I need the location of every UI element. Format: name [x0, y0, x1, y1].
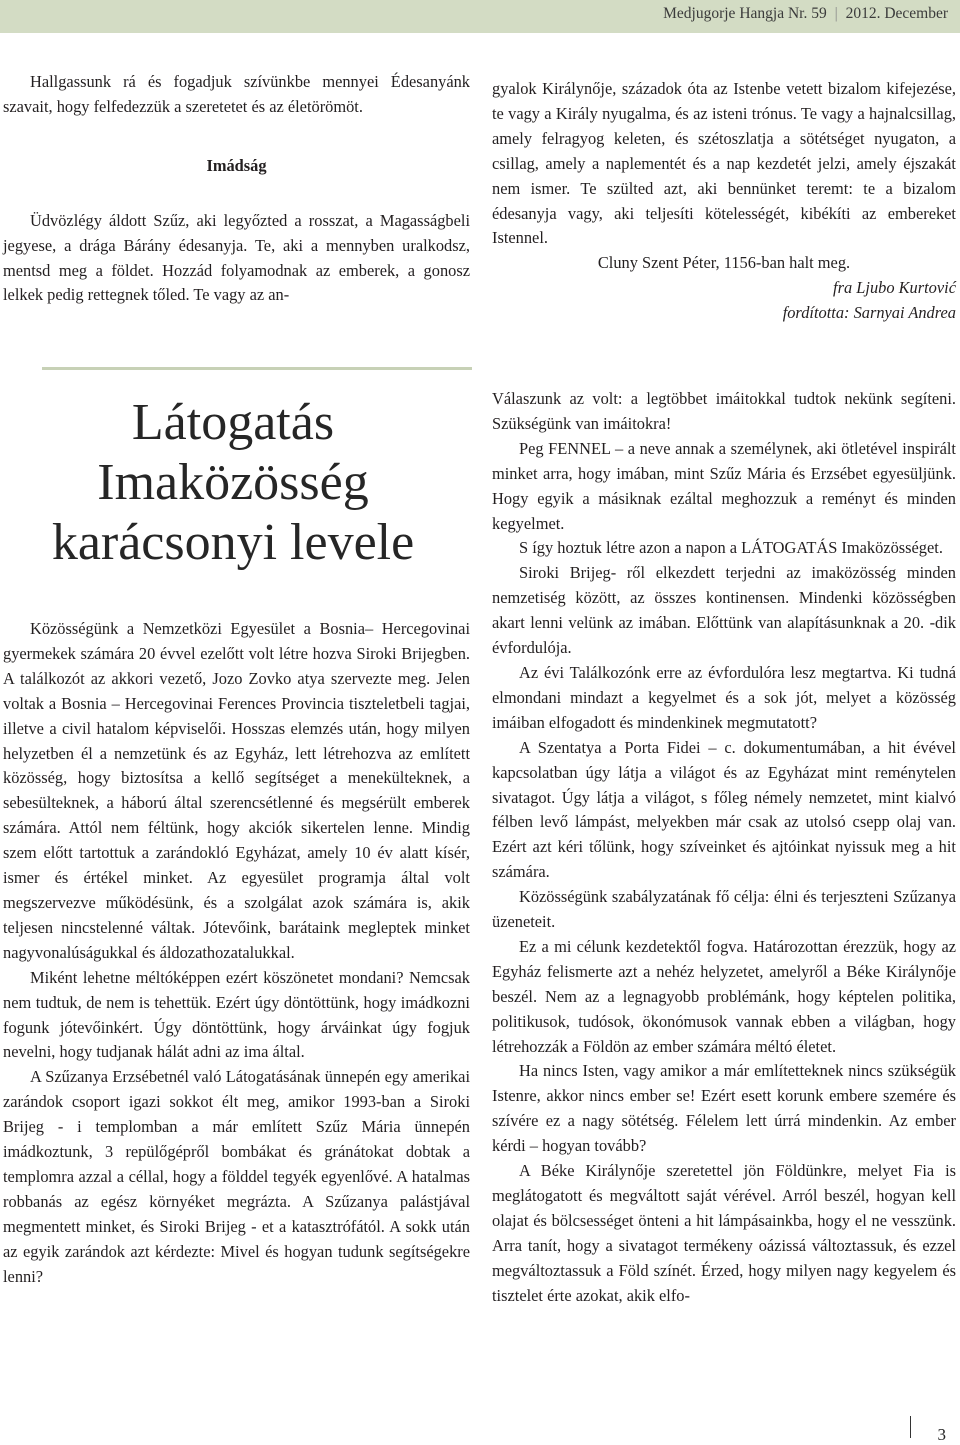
article-title	[18, 393, 448, 573]
intro-paragraph: Hallgassunk rá és fogadjuk szívünkbe mennyei Édesanyánk szavait, hogy felfedezzük a szeretetet és az életörömöt.	[3, 72, 470, 116]
article-right-column	[492, 387, 956, 1309]
article-paragraph: Közösségünk szabályzatának fő célja: élni és terjeszteni Szűzanya üzeneteit.	[492, 887, 956, 932]
title-line-3: karácsonyi levele	[51, 514, 415, 571]
issue-number: Nr. 59	[787, 5, 827, 22]
top-left-column	[3, 70, 470, 308]
article-paragraph: A Szentatya a Porta Fidei – c. dokumentumában, a hit évével kapcsolatban úgy látja a világot és az Egyházat mint reménytelen sivatagot. Úgy látja a világot, s főleg némely nemzetet, mint kialvó félben levő lámpást, melyekben már csak az utolsó csepp olaj van. Ezért azt kéri tőlünk, hogy szíveinket és ajtóinkat nyissuk meg a hit számára.	[492, 737, 956, 882]
section-divider	[42, 367, 472, 370]
prayer-continued: gyalok Királynője, századok óta az Istenbe vetett bizalom kifejezése, te vagy a Király nyugalma, és az isteni trónus. Te vagy a hajnalcsillag, amely felragyog keleten, és szétoszlatja a sötétséget nyugaton, a csillag, amely a naplementét és a nap kezdetét jelzi, amely éjszakát nem ismer. Te szülted azt, aki bennünket teremt: te a bizalom édesanyja vagy, aki teljesíti kötelességét, kibékíti az embereket Istennel.	[492, 79, 956, 248]
article-left-column	[3, 617, 470, 1289]
running-header	[663, 5, 948, 23]
article-paragraph: Miként lehetne méltóképpen ezért köszönetet mondani? Nemcsak nem tudtuk, de nem is tehettük. Ezért úgy döntöttünk, hogy imádkozni fogunk jótevőinkért. Úgy döntöttünk, hogy árváinkat úgy fogjuk nevelni, hogy tudjanak hálát adni az ima által.	[3, 967, 470, 1062]
article-paragraph: Válaszunk az volt: a legtöbbet imáitokkal tudtok nekünk segíteni. Szükségünk van imáitokra!	[492, 389, 956, 433]
title-line-2: Imaközösség	[97, 454, 369, 511]
translator-credit: fordította: Sarnyai Andrea	[782, 303, 956, 323]
article-paragraph: A Szűzanya Erzsébetnél való Látogatásának ünnepén egy amerikai zarándok csoport igazi sokkot élt meg, amikor 1993-ban a Siroki Brijeg - i templomban a már említett Szűz Mária ünnepén imádkoztunk, 3 repülőgépről bombákat és gránátokat dobtak a templomra azzal a céllal, hogy a földdel tegyék egyenlővé. A hatalmas robbanás az egész környéket megrázta. A Szűzanya palástjával megmentett minket, és Siroki Brijeg - et a katasztrófától. A sokk után az egyik zarándok azt kérdezte: Mivel és hogyan tudunk segítségekre lenni?	[3, 1067, 470, 1286]
top-right-column	[492, 77, 956, 326]
prayer-heading: Imádság	[206, 155, 267, 175]
header-bar	[0, 0, 960, 33]
prayer-attribution: Cluny Szent Péter, 1156-ban halt meg.	[597, 253, 851, 273]
article-paragraph: Peg FENNEL – a neve annak a személynek, aki ötletével inspirált minket arra, hogy imában, mint Szűz Mária és Erzsébet egyesüljünk. Hogy egyik a másiknak ezáltal meghozzuk a reményt és minden kegyelmet.	[492, 438, 956, 533]
article-paragraph: S így hoztuk létre azon a napon a LÁTOGATÁS Imaközösséget.	[519, 538, 943, 558]
article-paragraph: A Béke Királynője szeretettel jön Földünkre, melyet Fia is meglátogatott és megváltott saját vérével. Arról beszél, hogyan kell olajat és bölcsességet önteni a hit lámpásainkba, hogy el ne vesszünk. Arra tanít, hogy a sivatagot termékeny oázissá változtassuk, és ezzel megváltoztassuk a Föld színét. Érzed, hogy milyen nagy kegyelem és tisztelet érte azokat, akik elfo-	[492, 1161, 956, 1305]
page-number: 3	[937, 1425, 946, 1444]
publication-name: Medjugorje Hangja	[663, 5, 785, 22]
page-number-rule	[910, 1416, 911, 1438]
prayer-text: Üdvözlégy áldott Szűz, aki legyőzted a rosszat, a Magasságbeli jegyese, a drága Bárány édesanyja. Te, aki a mennyben uralkodsz, mentsd meg a földet. Hozzád folyamodnak az emberek, a gonosz lelkek pedig rettegnek tőled. Te vagy az an-	[3, 210, 470, 305]
issue-date: 2012. December	[845, 5, 948, 22]
author-credit: fra Ljubo Kurtović	[833, 278, 956, 298]
article-paragraph: Siroki Brijeg- ről elkezdett terjedni az imaközösség minden nemzetiség között, az összes kontinensen. Mindenki közösségben akart lenni velünk az imában. Előttünk van alapításunknak a 20. -dik évfordulója.	[492, 563, 956, 658]
article-paragraph: Közösségünk a Nemzetközi Egyesület a Bosnia– Hercegovinai gyermekek számára 20 évvel ezelőtt volt létre hozva Siroki Brijegben. A találkozót az akkori vezető, Jozo Zovko atya szervezte meg. Jelen voltak a Bosnia – Hercegovinai Ferences Provincia tiszteletbeli tagjai, illetve a civil hatalom képviselői. Hosszas elemzés után, hogy milyen helyzetben él a nemzetünk és az Egyház, lett létrehozva az említett közösség, hogy biztosítsa a kellő segítséget a menekülteknek, a sebesülteknek, a háború által szerencsétlenné és megsérült emberek számára. Attól nem féltünk, hogy akciók sikertelen lenne. Mindig szem előtt tartottuk a zarándokló Egyházat, amely 10 év alatt kísér, ismer és értékel minket. Az egyesület programja által volt megszervezve működésünk, és a szolgálat azok számára is, akik teljesen nincstelenné váltak. Jótevőink, barátaink megleptek minket nagyvonalúságukkal és áldozathozatalukkal.	[3, 619, 470, 962]
article-paragraph: Ha nincs Isten, vagy amikor a már említetteknek nincs szükségük Istenre, akkor nincs ember se! Ezért esett korunk embere szemére és szívére ez a nagy sötétség. Félelem lett úrrá mindenkin. Az ember kérdi – hogyan tovább?	[492, 1061, 956, 1156]
article-paragraph: Ez a mi célunk kezdetektől fogva. Határozottan érezzük, hogy az Egyház felismerte azt a nehéz helyzetet, amelyről a Béke Királynője beszél. Nem az a legnagyobb problémánk, hogy képtelen politika, politikusok, tudósok, ökonómusok vannak ebben a világban, hogy létrehozzák a Földön az ember számára méltó életet.	[492, 936, 956, 1056]
header-separator: |	[834, 5, 838, 22]
title-line-1: Látogatás	[131, 394, 335, 451]
article-paragraph: Az évi Találkozónk erre az évfordulóra lesz megtartva. Ki tudná elmondani mindazt a kegyelmet és a sok jót, melyet a közösség imáiban elfogadott és mindenkinek megmutatott?	[492, 662, 956, 732]
